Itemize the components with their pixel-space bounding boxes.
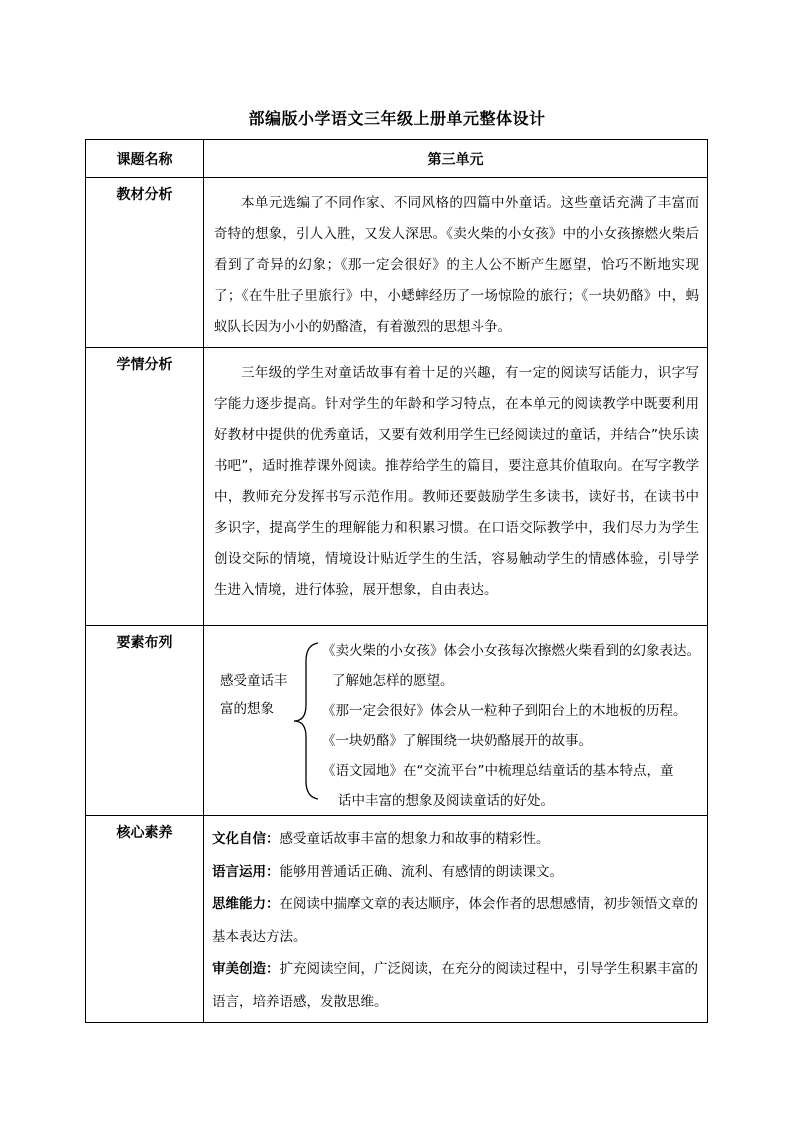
elements-line: 《卖火柴的小女孩》体会小女孩每次擦燃火柴看到的幻象表达。 (322, 643, 700, 659)
table-row-topic (86, 140, 708, 178)
elements-line: 《语文园地》在“交流平台”中梳理总结童话的基本特点，童 (322, 763, 674, 779)
elements-line: 了解她怎样的愿望。 (332, 673, 454, 689)
elements-theme-line: 富的想象 (220, 701, 274, 717)
material-text: 本单元选编了不同作家、不同风格的四篇中外童话。这些童话充满了丰富而奇特的想象，引人入胜，又发人深思。《卖火柴的小女孩》中的小女孩擦燃火柴后看到了奇异的幻象；《那一定会很好》的主人公不断产生愿望，恰巧不断地实现了；《在牛肚子里旅行》中，小蟋蟀经历了一场惊险的旅行；《一块奶酪》中，蚂蚁队长因为小小的奶酪渣，有着激烈的思想斗争。 (214, 195, 699, 335)
topic-value: 第三单元 (204, 140, 708, 178)
topic-label: 课题名称 (116, 151, 173, 168)
material-label: 教材分析 (116, 187, 173, 203)
table-row-students (86, 348, 708, 626)
literacy-text: 能够用普通话正确、流利、有感情的朗读课文。 (279, 863, 563, 880)
elements-cell (204, 626, 708, 816)
curly-brace-icon (290, 641, 322, 801)
elements-list (322, 636, 706, 816)
literacy-label: 核心素养 (116, 825, 173, 841)
literacy-key: 思维能力： (212, 896, 280, 912)
students-text: 三年级的学生对童话故事有着十足的兴趣，有一定的阅读写话能力，识字写字能力逐步提高。针对学生的年龄和学习特点，在本单元的阅读教学中既要利用好教材中提供的优秀童话，又要有效利用学生已经阅读过的童话，并结合”快乐读书吧”，适时推荐课外阅读。推荐给学生的篇目，要注意其价值取向。在写字教学中，教师充分发挥书写示范作用。教师还要鼓励学生多读书，读好书，在读书中多识字，提高学生的理解能力和积累习惯。在口语交际教学中，我们尽力为学生创设交际的情境，情境设计贴近学生的生活，容易触动学生的情感体验，引导学生进入情境，进行体验，展开想象，自由表达。 (214, 365, 699, 598)
students-cell (204, 348, 708, 626)
literacy-key: 文化自信： (212, 831, 280, 847)
page-title: 部编版小学语文三年级上册单元整体设计 (248, 109, 546, 128)
literacy-item (212, 953, 699, 1018)
material-cell (204, 178, 708, 348)
table-row-elements (86, 626, 708, 816)
elements-label: 要素布列 (116, 635, 173, 651)
literacy-text: 在阅读中揣摩文章的表达顺序，体会作者的思想感情，初步领悟文章的基本表达方法。 (212, 896, 698, 945)
elements-label-cell (86, 626, 204, 816)
topic-label-cell (86, 140, 204, 178)
literacy-item (212, 823, 699, 856)
elements-theme (220, 667, 300, 723)
literacy-label-cell (86, 816, 204, 1023)
students-label: 学情分析 (116, 357, 173, 373)
literacy-key: 语言运用： (212, 863, 280, 880)
material-label-cell (86, 178, 204, 348)
unit-design-table (85, 139, 708, 1023)
students-label-cell (86, 348, 204, 626)
literacy-item (212, 888, 699, 953)
elements-theme-line: 感受童话丰 (220, 673, 288, 689)
literacy-key: 审美创造： (212, 961, 280, 977)
table-row-material (86, 178, 708, 348)
literacy-item (212, 856, 699, 889)
elements-line: 《一块奶酪》了解围绕一块奶酪展开的故事。 (322, 733, 592, 749)
elements-line: 话中丰富的想象及阅读童话的好处。 (338, 793, 554, 809)
table-row-literacy (86, 816, 708, 1023)
elements-line: 《那一定会很好》体会从一粒种子到阳台上的木地板的历程。 (322, 703, 687, 719)
literacy-cell (204, 816, 708, 1023)
literacy-text: 扩充阅读空间，广泛阅读，在充分的阅读过程中，引导学生积累丰富的语言，培养语感，发散思维。 (212, 961, 698, 1010)
literacy-text: 感受童话故事丰富的想象力和故事的精彩性。 (279, 831, 550, 847)
